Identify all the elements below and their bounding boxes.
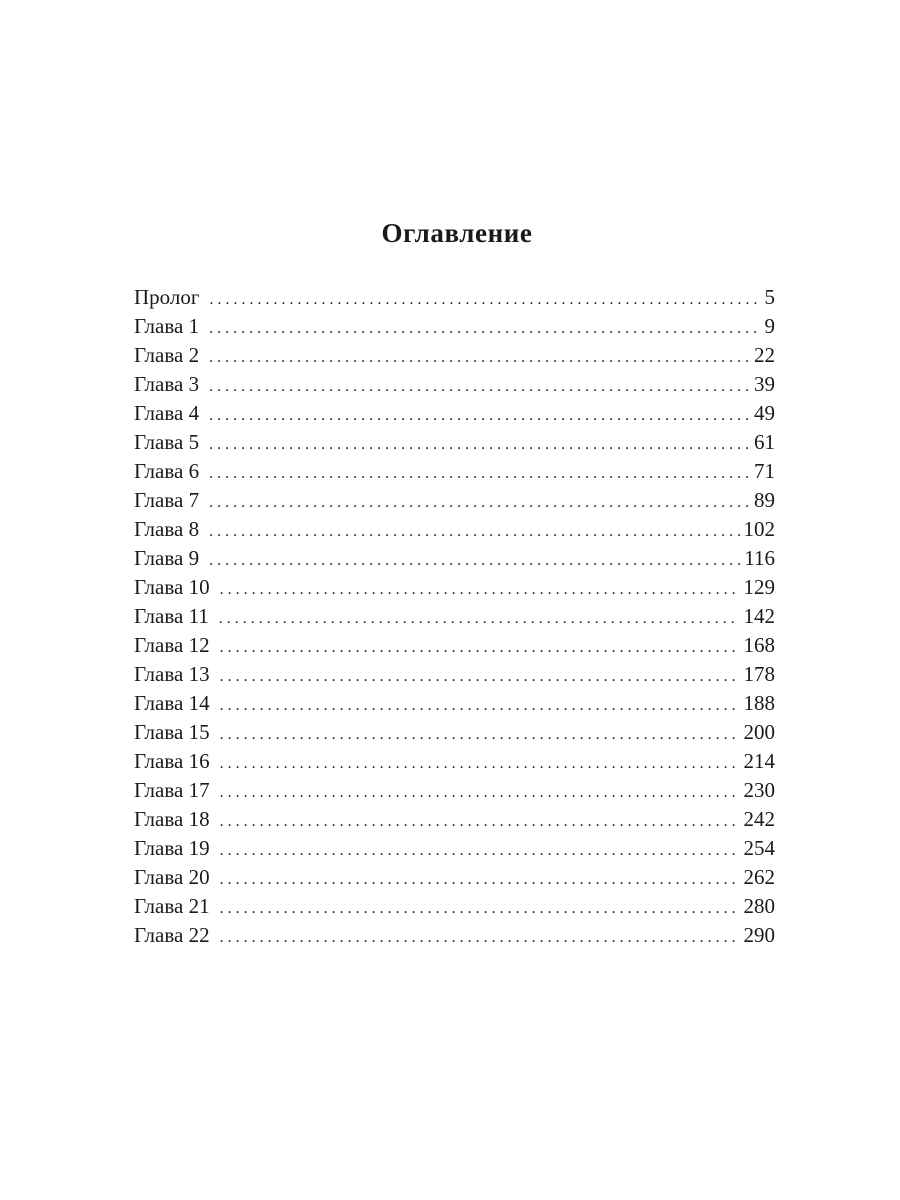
toc-entry [134,370,775,399]
toc-entry [134,921,775,950]
dot-leader [220,807,740,836]
toc-entry-label: Глава 21 [134,894,210,918]
toc-entry-page: 39 [754,372,775,396]
toc-entry-page: 49 [754,401,775,425]
toc-entry-label: Глава 14 [134,691,210,715]
dot-leader [220,691,740,720]
toc-entry-page: 280 [743,894,775,918]
toc-entry-page: 200 [743,720,775,744]
toc-entry-page: 61 [754,430,775,454]
toc-entry-label: Глава 18 [134,807,210,831]
toc-entry [134,747,775,776]
toc-entry [134,573,775,602]
page-title: Оглавление [381,218,533,248]
toc-entry [134,457,775,486]
toc-entry-label: Глава 9 [134,546,200,570]
toc-entry [134,515,775,544]
toc-entry-page: 129 [743,575,775,599]
dot-leader [209,401,750,430]
toc-entry-page: 9 [764,314,775,338]
toc-entry-label: Глава 4 [134,401,200,425]
toc-entry-page: 242 [743,807,775,831]
toc-entry [134,718,775,747]
toc-entry-page: 254 [743,836,775,860]
dot-leader [209,285,760,314]
toc-entry-label: Глава 22 [134,923,210,947]
dot-leader [209,314,760,343]
toc-entry-page: 5 [764,285,775,309]
toc-entry [134,312,775,341]
dot-leader [220,865,740,894]
dot-leader [209,372,750,401]
toc-entry-page: 22 [754,343,775,367]
toc-entry-label: Глава 19 [134,836,210,860]
toc-entry [134,428,775,457]
toc-entry [134,341,775,370]
toc-entry [134,892,775,921]
toc-entry-label: Глава 11 [134,604,209,628]
toc-entry-page: 262 [743,865,775,889]
dot-leader [220,923,740,952]
toc-entry-page: 168 [743,633,775,657]
toc-entry-label: Глава 8 [134,517,200,541]
toc-entry-page: 290 [743,923,775,947]
dot-leader [220,633,740,662]
toc-entry-label: Глава 3 [134,372,200,396]
toc-entry-label: Глава 16 [134,749,210,773]
toc-entry-page: 116 [744,546,775,570]
toc-entry-page: 178 [743,662,775,686]
toc-entry [134,834,775,863]
toc-entry-page: 230 [743,778,775,802]
toc-entry-page: 214 [743,749,775,773]
toc-entry-label: Глава 5 [134,430,200,454]
toc-entry [134,399,775,428]
toc-entry [134,602,775,631]
toc-entry-label: Глава 12 [134,633,210,657]
toc-entry [134,776,775,805]
toc-entry-page: 71 [754,459,775,483]
toc-entry [134,660,775,689]
toc-entry-label: Пролог [134,285,200,309]
toc-entry [134,805,775,834]
dot-leader [209,546,740,575]
toc-entry [134,631,775,660]
toc-entry [134,863,775,892]
toc-entry [134,689,775,718]
toc-entry-label: Глава 15 [134,720,210,744]
toc-entry-label: Глава 17 [134,778,210,802]
toc-entry [134,283,775,312]
toc-entry [134,544,775,573]
dot-leader [220,836,740,865]
toc-entry-label: Глава 7 [134,488,200,512]
toc-entry-label: Глава 2 [134,343,200,367]
toc-entry-page: 102 [743,517,775,541]
dot-leader [220,778,740,807]
toc-entry-label: Глава 10 [134,575,210,599]
dot-leader [220,749,740,778]
toc-entry-label: Глава 20 [134,865,210,889]
toc-entry-page: 142 [743,604,775,628]
dot-leader [209,430,750,459]
dot-leader [209,459,750,488]
dot-leader [220,662,740,691]
dot-leader [209,488,750,517]
toc-entry [134,486,775,515]
dot-leader [209,343,750,372]
toc-entry-page: 188 [743,691,775,715]
dot-leader [220,894,740,923]
table-of-contents [134,283,775,950]
dot-leader [220,720,740,749]
toc-entry-label: Глава 1 [134,314,200,338]
toc-entry-page: 89 [754,488,775,512]
dot-leader [209,517,739,546]
dot-leader [220,575,740,604]
toc-entry-label: Глава 13 [134,662,210,686]
toc-entry-label: Глава 6 [134,459,200,483]
dot-leader [219,604,740,633]
